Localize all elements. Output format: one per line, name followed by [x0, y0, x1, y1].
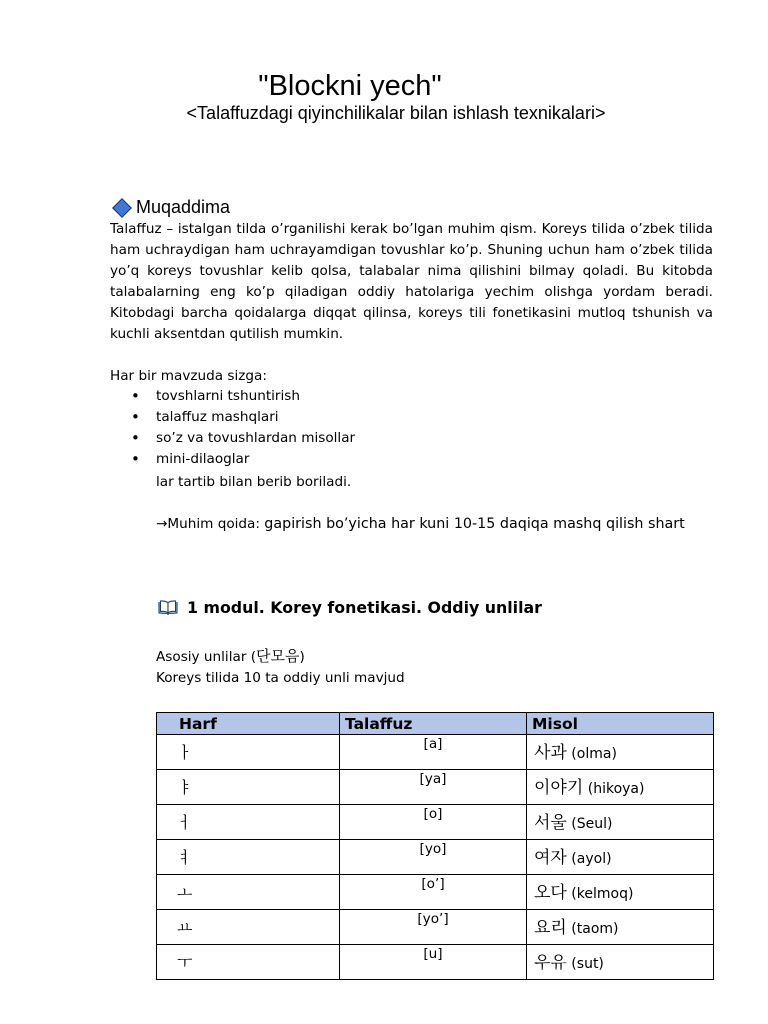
- vowel-example: [527, 735, 714, 770]
- vowel-info: [156, 646, 405, 689]
- intro-paragraph: Talaffuz – istalgan tilda o’rganilishi kerak bo’lgan muhim qism. Koreys tilida o’zbek tilida ham uchraydigan ham uchrayamdigan tovushlar ko’p. Shuning uchun ham o’zbek tilida yo’q koreys tovushlar kelib qolsa, talabalar nima qilishini bilmay qoladi. Bu kitobda talabalarning eng ko’p qiladigan oddiy hatolariga yechim olishga yordam beradi. Kitobdagi barcha qoidalarga diqqat qilinsa, koreys tili fonetikasini mutloq tshunish va kuchli aksentdan qutilish mumkin.: [110, 221, 713, 342]
- table-row: [157, 840, 714, 875]
- vowel-letter: ㅏ: [157, 735, 340, 770]
- vowel-example: [527, 945, 714, 980]
- basic-vowels-prefix: Asosiy unlilar (: [156, 649, 257, 665]
- vowel-pronunciation: [o’]: [340, 875, 527, 910]
- vowel-pronunciation: [yo’]: [340, 910, 527, 945]
- example-word: 여자: [534, 848, 567, 868]
- basic-vowels-hangul: 단모음: [256, 647, 300, 665]
- table-row: [157, 735, 714, 770]
- vowel-letter: ㅛ: [157, 910, 340, 945]
- vowel-letter: ㅕ: [157, 840, 340, 875]
- diamond-icon: [112, 198, 132, 218]
- example-word: 요리: [534, 918, 567, 938]
- basic-vowels-line: [156, 646, 405, 668]
- example-meaning: (olma): [566, 746, 617, 762]
- module-title: 1 modul. Korey fonetikasi. Oddiy unlilar: [187, 598, 542, 617]
- vowel-table: [156, 712, 714, 980]
- column-header-letter: Harf: [157, 713, 340, 735]
- list-item: • mini-dilaoglar: [131, 449, 355, 470]
- example-word: 사과: [534, 743, 567, 763]
- important-rule: [156, 514, 685, 535]
- document-subtitle: <Talaffuzdagi qiyinchilikalar bilan ishlash texnikalari>: [186, 103, 606, 123]
- vowel-count-line: Koreys tilida 10 ta oddiy unli mavjud: [156, 670, 405, 686]
- table-row: [157, 770, 714, 805]
- vowel-letter: ㅜ: [157, 945, 340, 980]
- vowel-example: [527, 770, 714, 805]
- list-item: • tovshlarni tshuntirish: [131, 386, 355, 407]
- table-row: [157, 805, 714, 840]
- list-item: • talaffuz mashqlari: [131, 407, 355, 428]
- intro-heading-label: Muqaddima: [136, 197, 231, 217]
- vowel-pronunciation: [a]: [340, 735, 527, 770]
- vowel-letter: ㅗ: [157, 875, 340, 910]
- vowel-example: [527, 910, 714, 945]
- table-row: [157, 910, 714, 945]
- table-row: [157, 875, 714, 910]
- list-intro: Har bir mavzuda sizga:: [110, 368, 267, 384]
- vowel-letter: ㅑ: [157, 770, 340, 805]
- example-meaning: (kelmoq): [566, 886, 634, 902]
- example-word: 오다: [534, 883, 567, 903]
- example-word: 우유: [534, 953, 567, 973]
- example-meaning: (taom): [566, 921, 619, 937]
- vowel-pronunciation: [ya]: [340, 770, 527, 805]
- document-title: "Blockni yech": [258, 70, 442, 102]
- vowel-pronunciation: [yo]: [340, 840, 527, 875]
- module-heading: [158, 598, 542, 617]
- example-meaning: (hikoya): [583, 781, 645, 797]
- example-meaning: (Seul): [566, 816, 613, 832]
- column-header-pronunciation: Talaffuz: [340, 713, 527, 735]
- intro-heading: [113, 197, 230, 218]
- important-text: gapirish bo’yicha har kuni 10-15 daqiqa mashq qilish shart: [264, 516, 685, 532]
- table-header-row: [157, 713, 714, 735]
- vowel-example: [527, 805, 714, 840]
- list-item: • so’z va tovushlardan misollar: [131, 428, 355, 449]
- column-header-example: Misol: [527, 713, 714, 735]
- vowel-pronunciation: [o]: [340, 805, 527, 840]
- example-meaning: (ayol): [566, 851, 612, 867]
- example-meaning: (sut): [566, 956, 604, 972]
- book-icon: [158, 600, 178, 615]
- basic-vowels-suffix: ): [299, 649, 305, 665]
- vowel-letter: ㅓ: [157, 805, 340, 840]
- topic-list: [131, 386, 355, 470]
- example-word: 이야기: [534, 778, 584, 798]
- vowel-pronunciation: [u]: [340, 945, 527, 980]
- example-word: 서울: [534, 813, 567, 833]
- important-label: →Muhim qoida:: [156, 516, 265, 532]
- vowel-example: [527, 840, 714, 875]
- list-outro: lar tartib bilan berib boriladi.: [156, 474, 352, 490]
- table-row: [157, 945, 714, 980]
- vowel-example: [527, 875, 714, 910]
